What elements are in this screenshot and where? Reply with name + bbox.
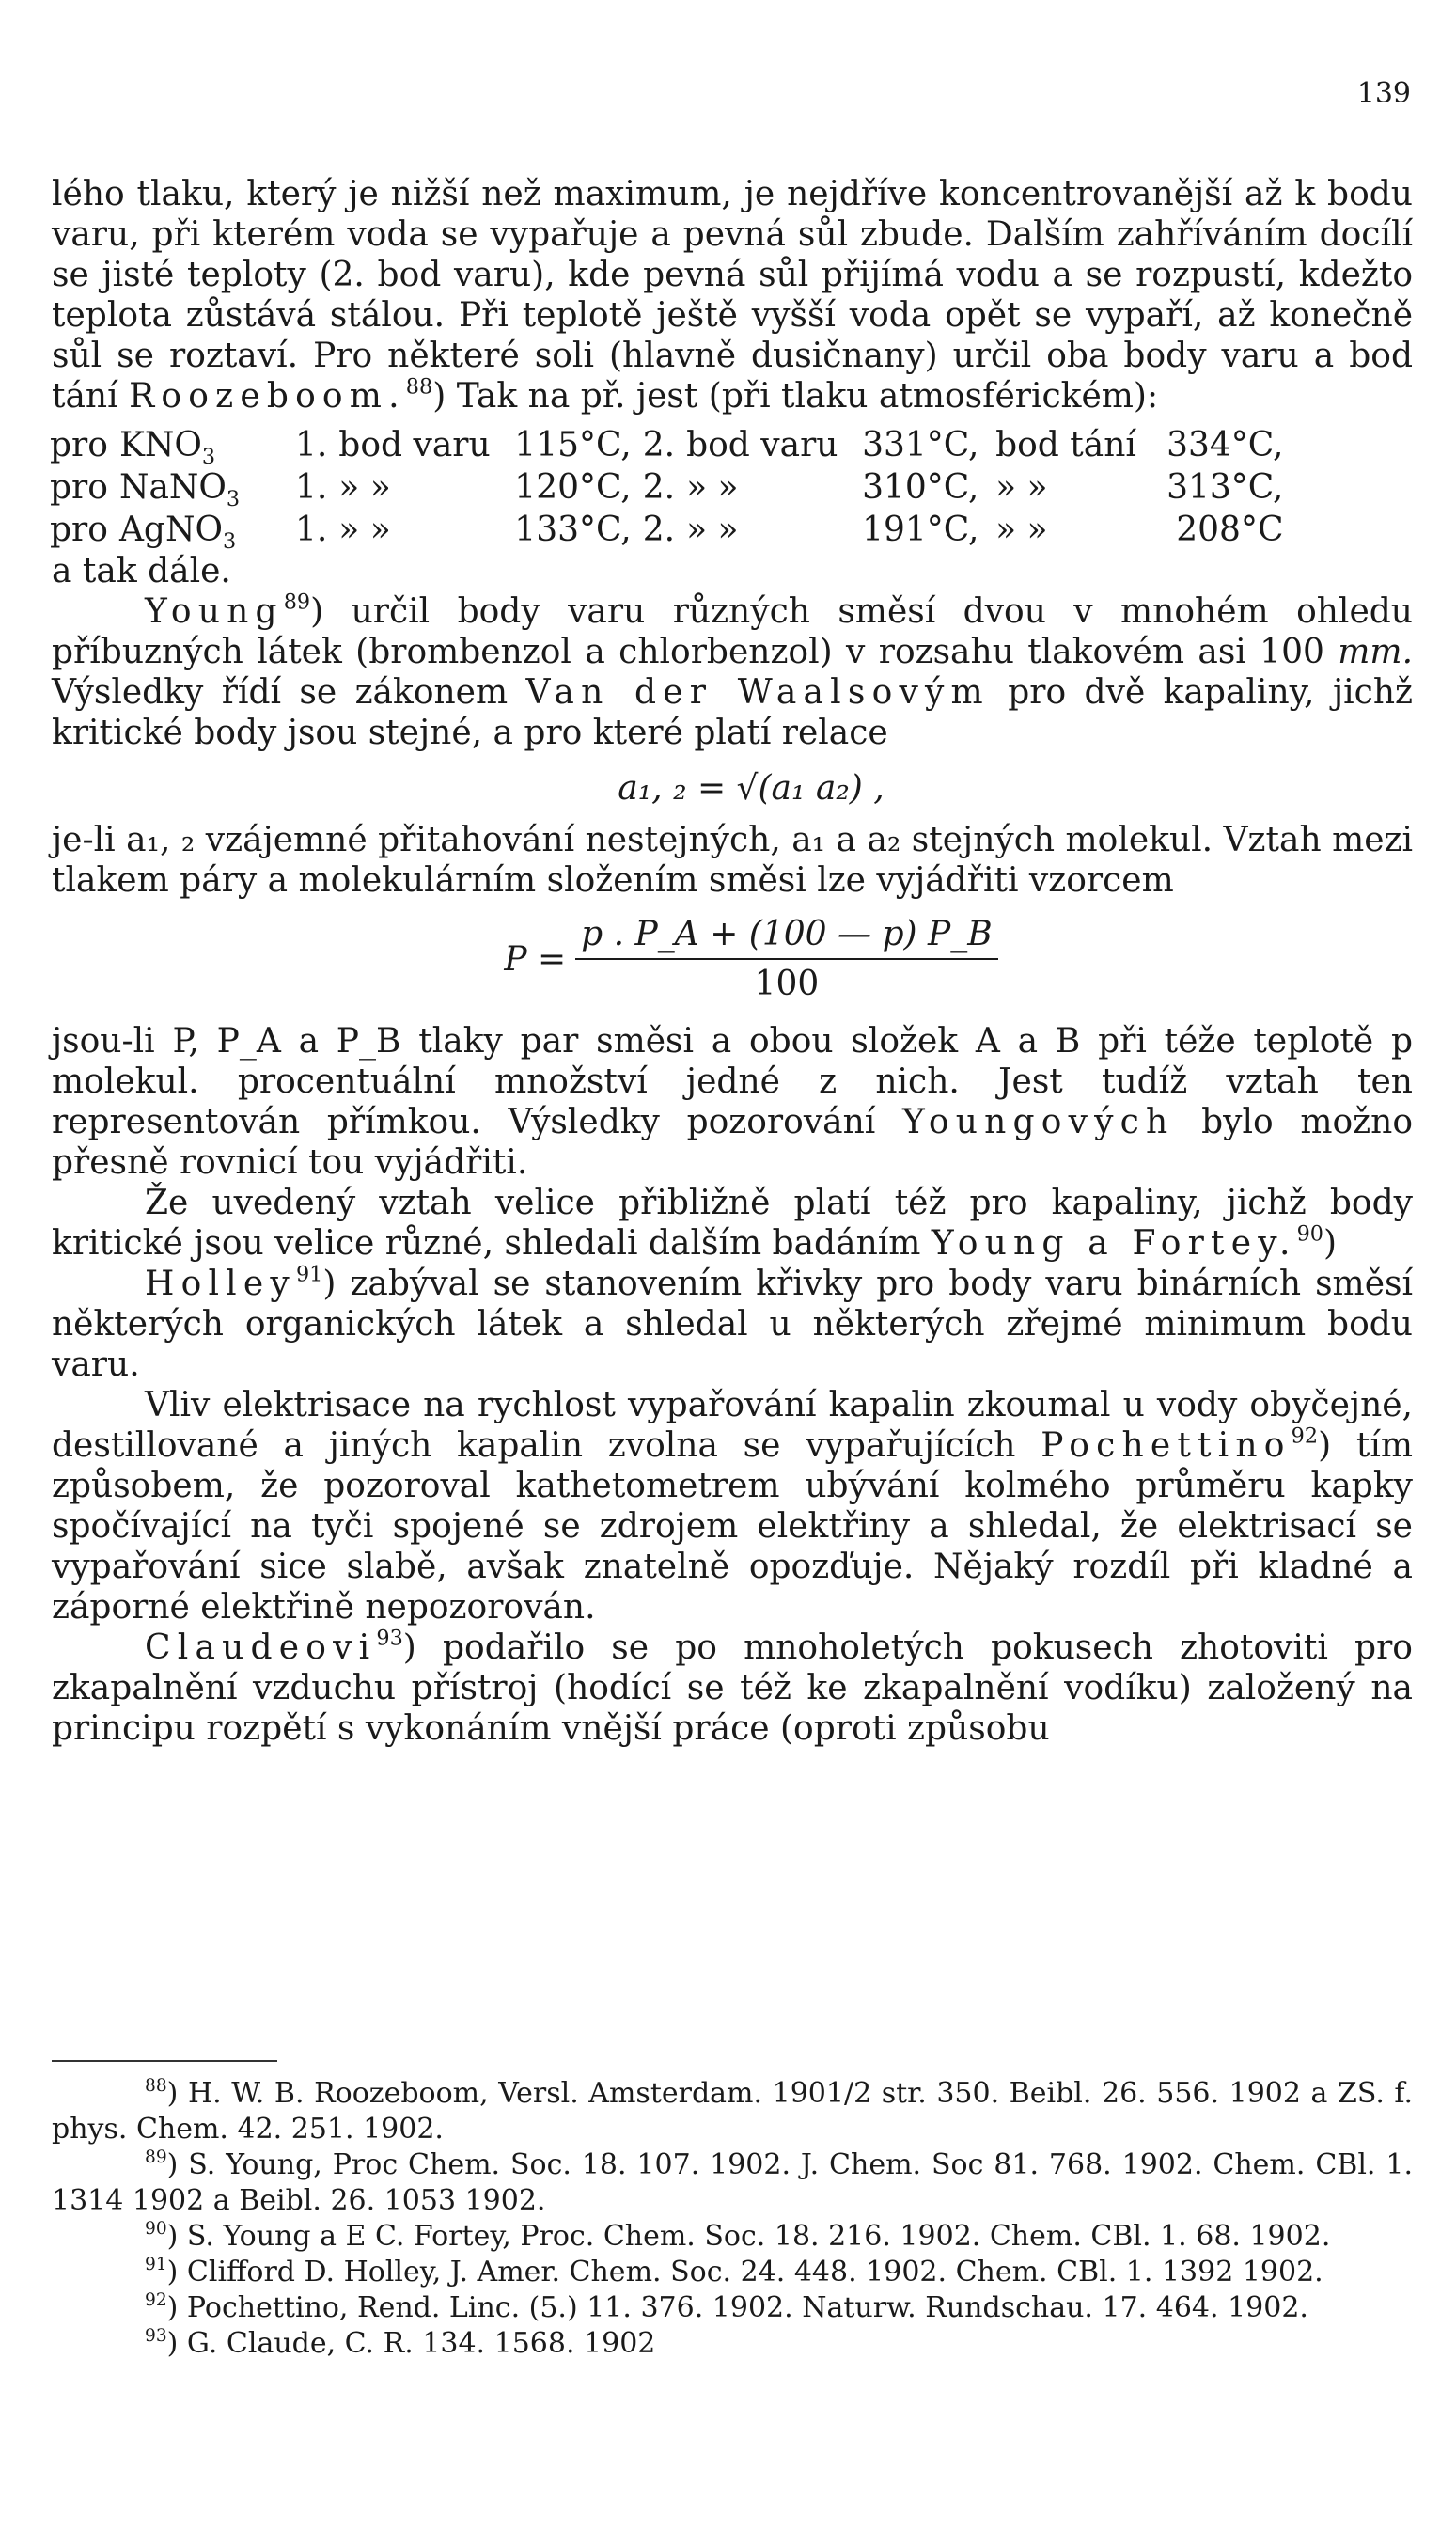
equation-relation: a₁, ₂ = √(a₁ a₂) , <box>618 769 885 808</box>
footnote: $^{91}$) Clifford D. Holley, J. Amer. Chem. Soc. 24. 448. 1902. Chem. CBl. 1. 1392 1902. <box>145 2254 1323 2288</box>
equation-pressure: P = $\frac{p . P\_A + (100 — p) P\_B}{100}$ <box>52 914 1413 1004</box>
footnote-ref: 93 <box>376 1626 403 1651</box>
paragraph: je-li a₁, ₂ vzájemné přitahování nestejných, a₁ a a₂ stejných molekul. Vztah mezi tlakem páry a molekulárním složením směsi lze vyjádřiti vzorcem <box>52 821 1413 900</box>
author-name: Youngových <box>902 1103 1175 1141</box>
paragraph: Claudeovi$^{93}$) podařilo se po mnoholetých pokusech zhotoviti pro zkapalnění vzduchu přístroj (hodící se též ke zkapalnění vodíku) založený na principu rozpětí s vykonáním vnější práce (oproti způsobu <box>52 1626 1413 1748</box>
author-name: Young <box>145 592 284 631</box>
footnote: $^{89}$) S. Young, Proc Chem. Soc. 18. 107. 1902. J. Chem. Soc 81. 768. 1902. Chem. CBl. 1. 1314 1902 a Beibl. 26. 1053 1902. <box>52 2147 1413 2217</box>
main-text <box>52 174 1413 1749</box>
footnote-divider <box>52 2060 277 2062</box>
fraction: $\frac{p . P\_A + (100 — p) P\_B}{100}$ <box>575 914 998 1004</box>
footnote-ref: 92 <box>1291 1423 1319 1449</box>
footnote: $^{93}$) G. Claude, C. R. 134. 1568. 1902 <box>145 2325 656 2360</box>
footnote: $^{90}$) S. Young a E C. Fortey, Proc. Chem. Soc. 18. 216. 1902. Chem. CBl. 1. 68. 1902. <box>145 2218 1331 2253</box>
paragraph: Young$^{89}$) určil body varu různých směsí dvou v mnohém ohledu příbuzných látek (brombenzol a chlorbenzol) v rozsahu tlakovém asi 100 mm. Výsledky řídí se zákonem Van der Waalsovým pro dvě kapaliny, jichž kritické body jsou stejné, a pro které platí relace <box>52 590 1414 752</box>
footnote-ref: 88 <box>405 374 433 400</box>
footnote-ref: 89 <box>283 590 311 615</box>
boiling-points-table <box>50 424 1295 555</box>
author-name: Van der Waalsovým <box>525 673 990 712</box>
author-name: Roozeboom. <box>129 377 406 416</box>
page-number: 139 <box>1356 77 1411 110</box>
footnotes <box>52 2076 1413 2362</box>
footnote: $^{88}$) H. W. B. Roozeboom, Versl. Amsterdam. 1901/2 str. 350. Beibl. 26. 556. 1902 a ZS. f. phys. Chem. 42. 251. 1902. <box>52 2075 1413 2146</box>
author-name: Young a Fortey. <box>931 1224 1297 1263</box>
table-row: pro $KNO_3$ 1. bod varu 115°C, 2. bod varu 331°C, bod tání 334°C, <box>50 426 1284 470</box>
paragraph: lého tlaku, který je nižší než maximum, je nejdříve koncentrovanější až k bodu varu, při kterém voda se vypařuje a pevná sůl zbude. Dalším zahříváním docílí se jisté teploty (2. bod varu), kde pevná sůl přijímá vodu a se rozpustí, kdežto teplota zůstává stálou. Při teplotě ještě vyšší voda opět se vypaří, až konečně sůl se roztaví. Pro některé soli (hlavně dusičnany) určil oba body varu a bod tání Roozeboom.$^{88}$) Tak na př. jest (při tlaku atmosférickém): <box>52 175 1413 416</box>
paragraph: Že uvedený vztah velice přibližně platí též pro kapaliny, jichž body kritické jsou velice různé, shledali dalším badáním Young a Fortey.$^{90}$) <box>52 1184 1413 1263</box>
paragraph: jsou-li P, P_A a P_B tlaky par směsi a obou složek A a B při téže teplotě p molekul. procentuální množství jedné z nich. Jest tudíž vztah ten representován přímkou. Výsledky pozorování Youngových bylo možno přesně rovnicí tou vyjádřiti. <box>52 1022 1414 1182</box>
paragraph: Vliv elektrisace na rychlost vypařování kapalin zkoumal u vody obyčejné, destillované a jiných kapalin zvolna se vypařujících Pochettino$^{92}$) tím způsobem, že pozoroval kathetometrem ubývání kolmého průměru kapky spočívající na tyči spojené se zdrojem elektřiny a shledal, že elektrisací se vypařování sice slabě, avšak znatelně opozďuje. Nějaký rozdíl při kladné a záporné elektřině nepozorován. <box>52 1386 1413 1627</box>
paragraph: Holley$^{91}$) zabýval se stanovením křivky pro body varu binárních směsí některých organických látek a shledal u některých zřejmé minimum bodu varu. <box>52 1262 1413 1384</box>
table-row: pro NaNO$_3$ 1. » » 120°C, 2. » » 310°C, » » 313°C, <box>50 468 1284 512</box>
paragraph: a tak dále. <box>52 552 231 590</box>
table-row: pro AgNO$_3$ 1. » » 133°C, 2. » » 191°C, » » 208°C <box>50 511 1284 555</box>
author-name: Claudeovi <box>145 1628 377 1667</box>
author-name: Pochettino <box>1041 1426 1292 1465</box>
footnote: $^{92}$) Pochettino, Rend. Linc. (5.) 11. 376. 1902. Naturw. Rundschau. 17. 464. 1902. <box>145 2289 1308 2324</box>
footnote-ref: 90 <box>1296 1221 1324 1247</box>
footnote-ref: 91 <box>295 1262 323 1287</box>
author-name: Holley <box>145 1265 296 1303</box>
